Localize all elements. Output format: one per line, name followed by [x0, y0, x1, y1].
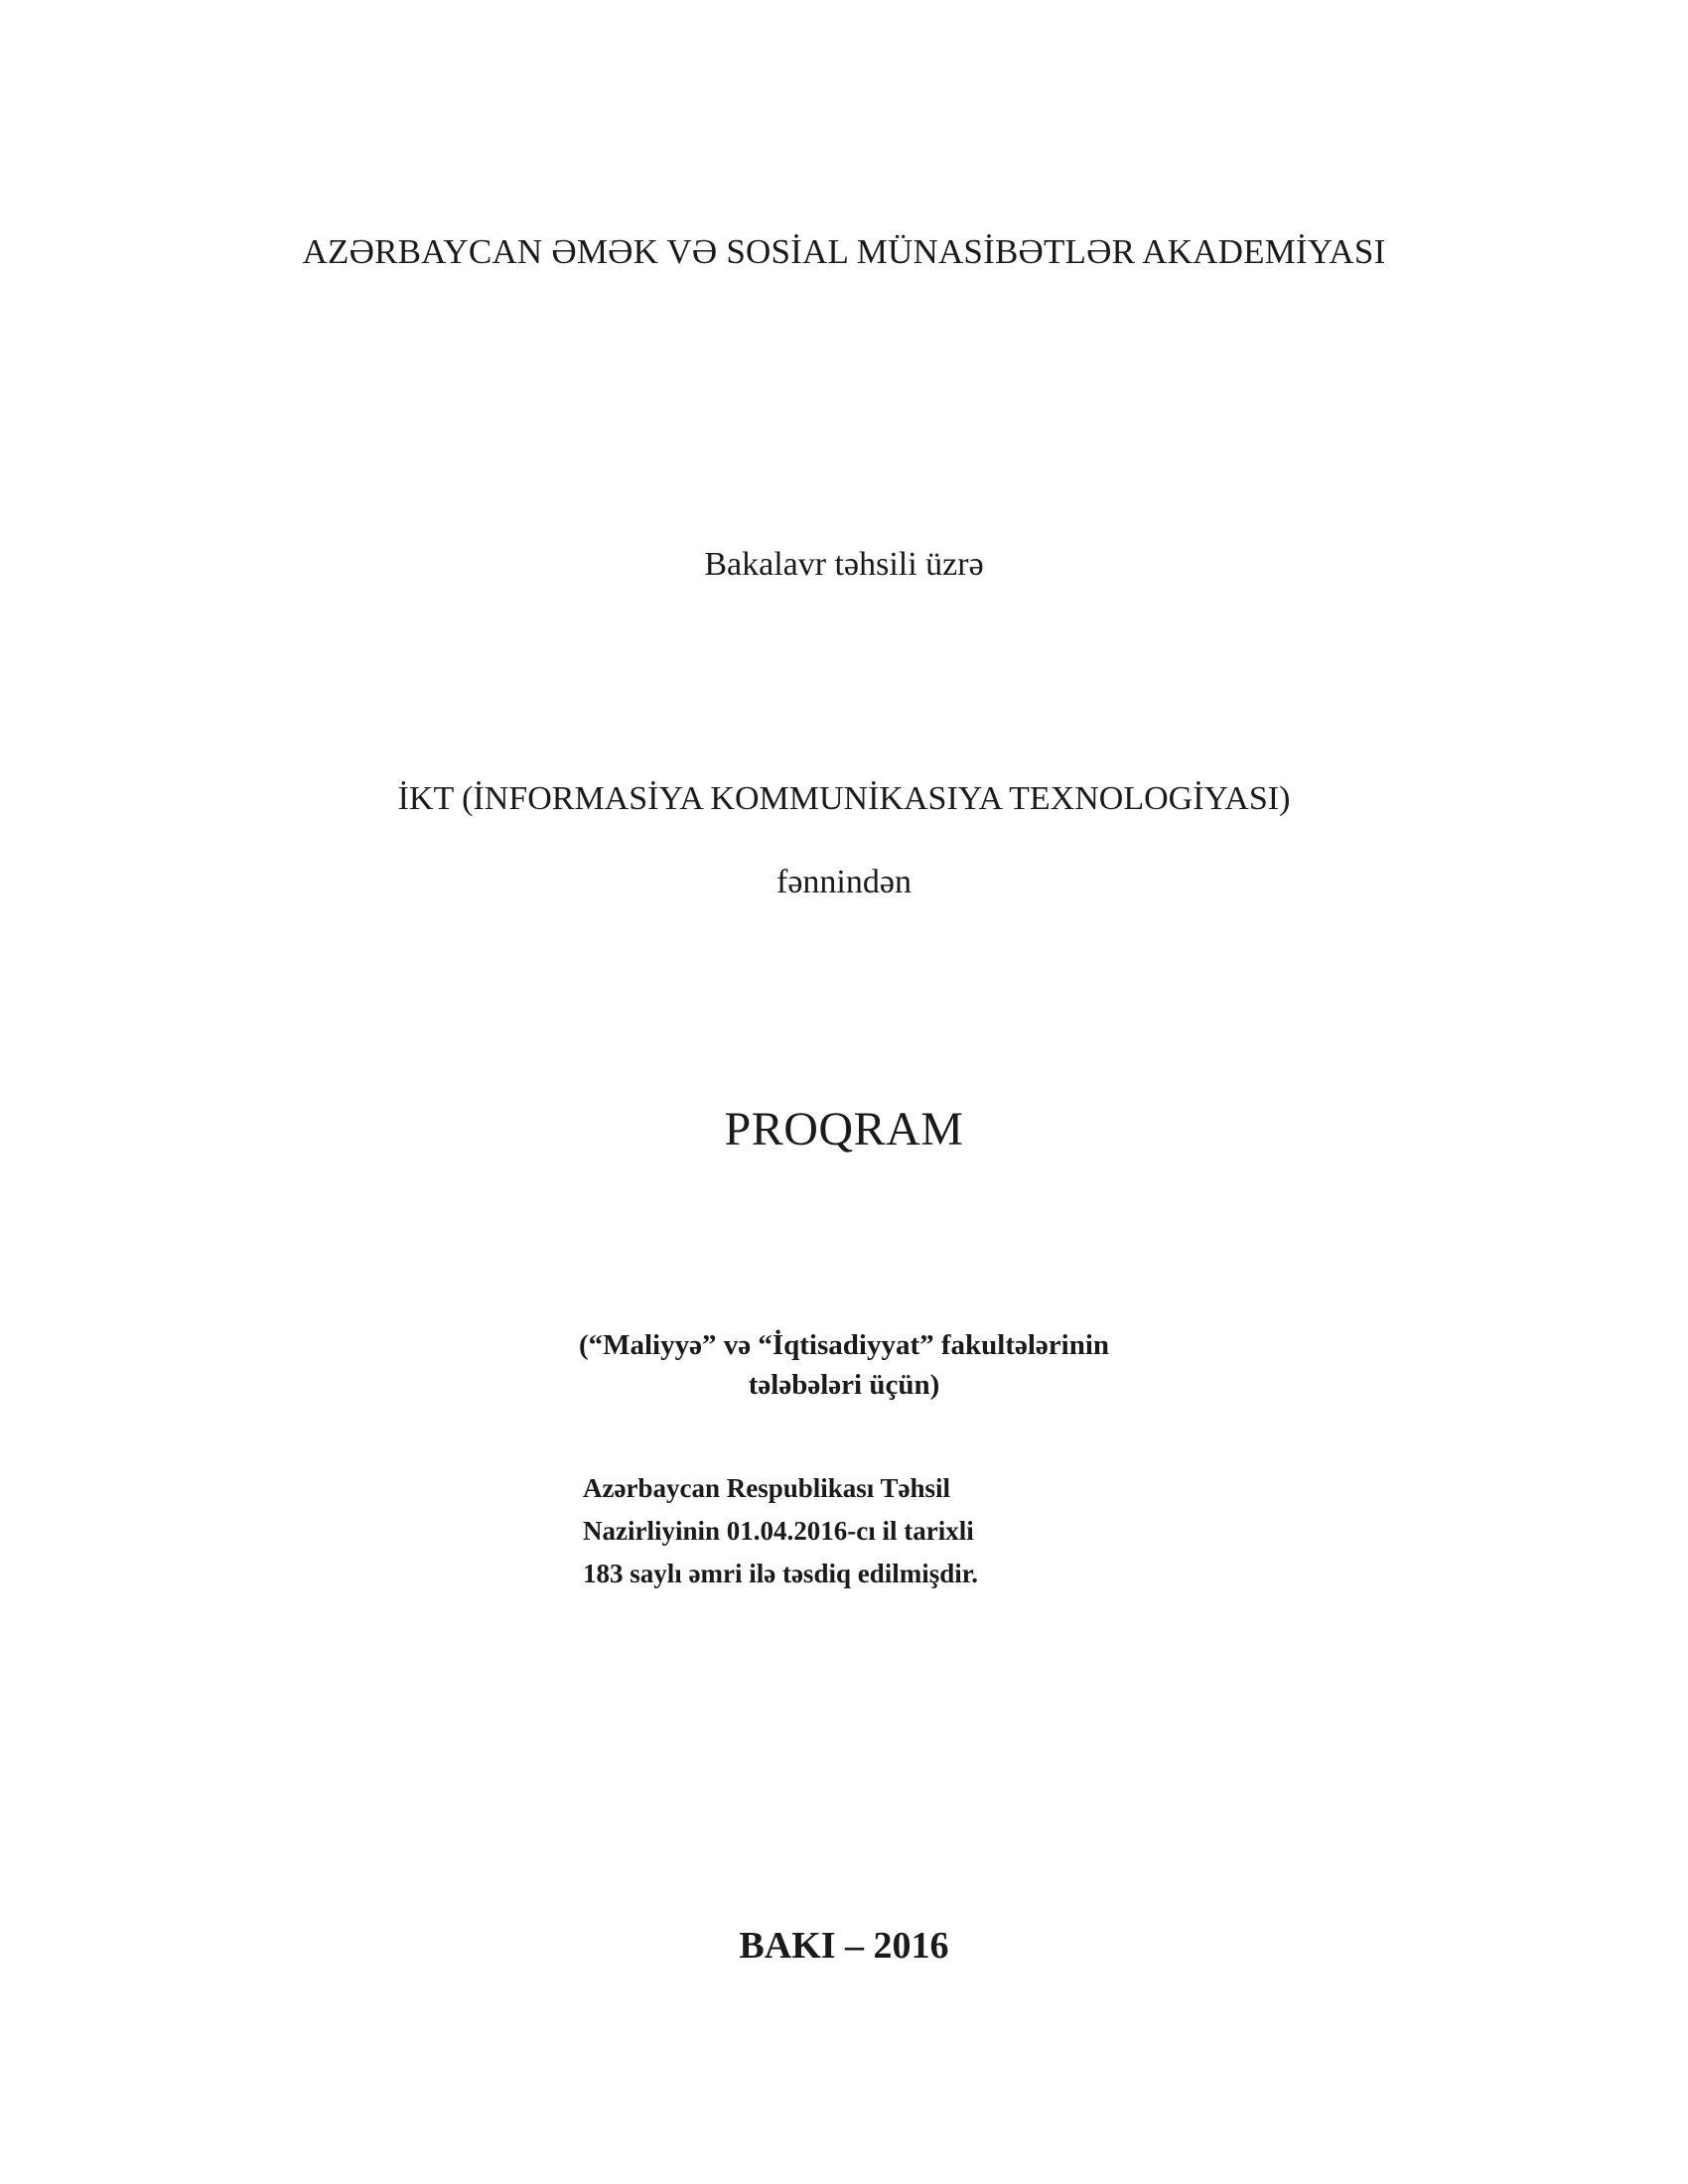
- subject-name: İKT (İNFORMASİYA KOMMUNİKASIYA TEXNOLOGİYASI): [397, 780, 1291, 817]
- page-title: PROQRAM: [724, 1103, 964, 1156]
- institution-name: AZƏRBAYCAN ƏMƏK VƏ SOSİAL MÜNASİBƏTLƏR AKADEMİYASI: [302, 232, 1386, 271]
- audience-line-2: tələbələri üçün): [748, 1369, 940, 1401]
- place-and-year: BAKI – 2016: [739, 1925, 949, 1967]
- audience-line-1: (“Maliyyə” və “İqtisadiyyat” fakultələrinin: [578, 1329, 1110, 1361]
- approval-line-1: Azərbaycan Respublikası Təhsil: [583, 1473, 951, 1503]
- approval-line-3: 183 saylı əmri ilə təsdiq edilmişdir.: [583, 1559, 978, 1588]
- audience-note: [0, 1325, 1688, 1405]
- subject-suffix: fənnindən: [776, 864, 912, 900]
- education-level: Bakalavr təhsili üzrə: [704, 546, 984, 583]
- approval-line-2: Nazirliyinin 01.04.2016-cı il tarixli: [583, 1516, 974, 1546]
- approval-note: [583, 1467, 1139, 1595]
